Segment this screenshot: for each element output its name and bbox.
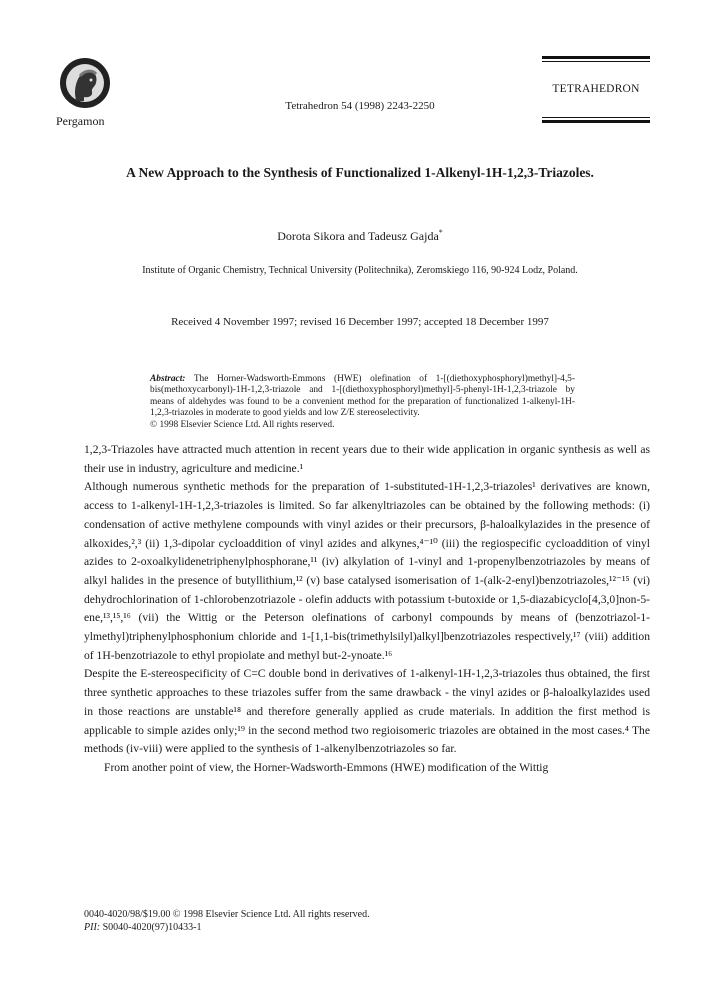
corresponding-author-mark: *: [438, 228, 443, 237]
body-paragraph: Although numerous synthetic methods for the preparation of 1-substituted-1H-1,2,3-triazoles¹ derivatives are known, access to 1-alkenyl-1H-1,2,3-triazoles is limited. So far alkenyltriazoles can be obtained by the following methods: (i) condensation of active methylene compounds with vinyl azides or their precursors, β-haloalkylazides in the presence of alkoxides,²,³ (ii) 1,3-dipolar cycloaddition of vinyl azides and alkynes,⁴⁻¹⁰ (iii) the regiospecific cycloaddition of vinyl azides to 2-oxoalkylidenetriphenylphosphorane,¹¹ (iv) alkylation of 1-vinyl and 1-propenylbenzotriazoles by means of alkyl halides in the presence of butyllithium,¹² (v) base catalysed isomerisation of 1-(alk-2-enyl)benzotriazoles,¹²⁻¹⁵ (vi) dehydrochlorination of 1-chlorobenzotriazole - olefin adducts with potassium t-butoxide or 1,5-diazabicyclo[4,3,0]non-5-ene,¹³,¹⁵,¹⁶ (vii) the Wittig or the Peterson olefinations of carbonyl compounds by means of (benzotriazol-1-ylmethyl)triphenylphosphonium chloride and 1-[1,1-bis(trimethylsilyl)alkyl]benzotriazoles respectively,¹⁷ (viii) addition of 1H-benzotriazole to ethyl propiolate and methyl but-2-ynoate.¹⁶: [84, 480, 650, 662]
author-list: [0, 228, 720, 244]
abstract-label: Abstract:: [150, 374, 186, 384]
header-rule-top-thin: [542, 61, 650, 62]
footer-pii-label: PII:: [84, 922, 101, 933]
body-paragraph: 1,2,3-Triazoles have attracted much attention in recent years due to their wide application in organic synthesis as well as their use in industry, agriculture and medicine.¹: [84, 443, 650, 475]
footer-pii: S0040-4020(97)10433-1: [102, 922, 202, 933]
author-names: Dorota Sikora and Tadeusz Gajda: [277, 229, 439, 243]
page-footer: [84, 908, 370, 934]
footer-issn: 0040-4020/98/$19.00 © 1998 Elsevier Science Ltd. All rights reserved.: [84, 909, 370, 920]
article-title: A New Approach to the Synthesis of Functionalized 1-Alkenyl-1H-1,2,3-Triazoles.: [126, 165, 594, 180]
author-affiliation: Institute of Organic Chemistry, Technical University (Politechnika), Zeromskiego 116, 90-924 Lodz, Poland.: [142, 265, 578, 276]
publisher-name: Pergamon: [56, 114, 105, 128]
body-paragraph: From another point of view, the Horner-Wadsworth-Emmons (HWE) modification of the Wittig: [104, 760, 549, 774]
abstract-copyright: © 1998 Elsevier Science Ltd. All rights reserved.: [150, 419, 335, 430]
header-rule-top: [542, 56, 650, 59]
article-dates: Received 4 November 1997; revised 16 December 1997; accepted 18 December 1997: [171, 316, 549, 328]
header-rule-bottom: [542, 120, 650, 123]
abstract-text: The Horner-Wadsworth-Emmons (HWE) olefination of 1-[(diethoxyphosphoryl)methyl]-4,5-bis(methoxycarbonyl)-1H-1,2,3-triazole and 1-[(diethoxyphosphoryl)methyl]-5-phenyl-1H-1,2,3-triazole by means of aldehydes was found to be a convenient method for the preparation of functionalized 1-alkenyl-1H-1,2,3-triazoles in moderate to good yields and low Z/E stereoselectivity.: [150, 374, 575, 419]
journal-citation: Tetrahedron 54 (1998) 2243-2250: [285, 100, 435, 112]
footer-pii-line: [84, 921, 370, 934]
header-rule-bottom-thin: [542, 117, 650, 118]
journal-name: TETRAHEDRON: [552, 83, 640, 95]
article-body: [84, 441, 650, 778]
abstract: [150, 374, 575, 431]
body-paragraph: Despite the E-stereospecificity of C=C double bond in derivatives of 1-alkenyl-1H-1,2,3-triazoles thus obtained, the first three synthetic approaches to these triazoles suffer from the same drawback - the vinyl azides or β-haloalkylazides used in those reactions are unstable¹⁸ and therefore generally applied as crude materials. In addition the first method is applicable to simple azides only;¹⁹ in the second method two regioisomeric triazoles are obtained in the most cases.⁴ The methods (iv-viii) were applied to the synthesis of 1-alkenylbenzotriazoles so far.: [84, 667, 650, 756]
